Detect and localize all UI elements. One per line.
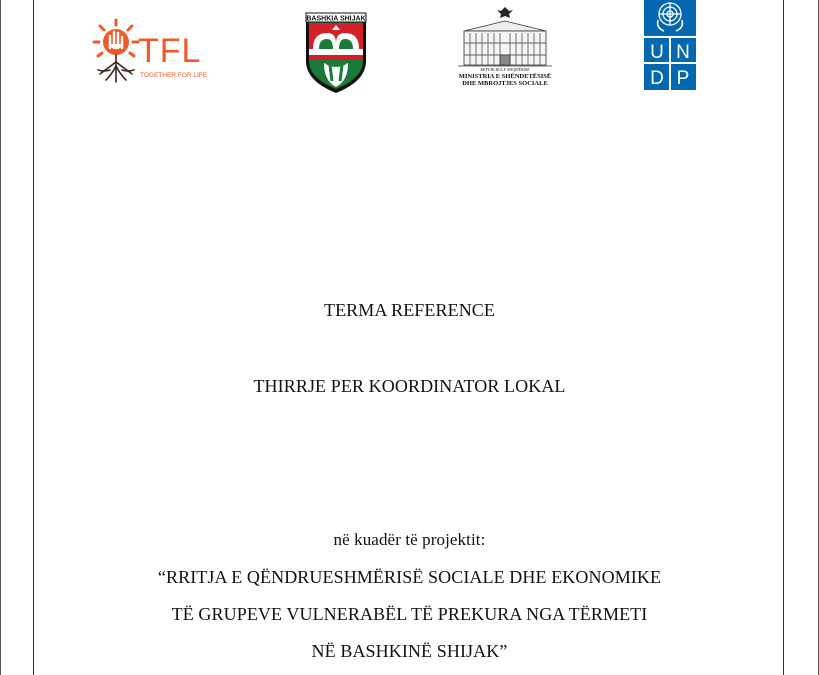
project-name-line-3: NË BASHKINË SHIJAK” [311, 641, 508, 661]
eagle-icon [497, 7, 513, 18]
ministry-building-icon [458, 21, 552, 66]
undp-letter-p: P [676, 68, 690, 89]
project-name-line-2: TË GRUPEVE VULNERABËL TË PREKURA NGA TËRMETI [171, 604, 648, 624]
tfl-wordmark: TFL [138, 32, 202, 70]
undp-letter-u: U [650, 42, 664, 63]
project-name-line-1: “RRITJA E QËNDRUESHMËRISË SOCIALE DHE EKONOMIKE [157, 567, 662, 587]
municipality-crest-logo [304, 11, 368, 94]
document-subtitle: THIRRJE PER KOORDINATOR LOKAL [253, 376, 566, 396]
tfl-logo [86, 14, 208, 86]
municipality-banner-text: BASHKIA SHIJAK [306, 15, 366, 23]
document-title: TERMA REFERENCE [323, 300, 495, 320]
ministry-line-republic: REPUBLIKA E SHQIPËRISË [480, 67, 530, 72]
ministry-line-social: DHE MBROJTJES SOCIALE [462, 80, 548, 87]
project-intro: në kuadër të projektit: [333, 530, 486, 549]
ministry-emblem-logo [456, 5, 554, 87]
undp-letter-n: N [676, 42, 690, 63]
undp-logo [644, 0, 696, 90]
undp-letter-d: D [650, 68, 664, 89]
tfl-tree-icon [94, 20, 138, 82]
tfl-tagline: TOGETHER FOR LIFE [140, 72, 208, 79]
ministry-line-name: MINISTRIA E SHËNDETËSISË [458, 73, 552, 80]
